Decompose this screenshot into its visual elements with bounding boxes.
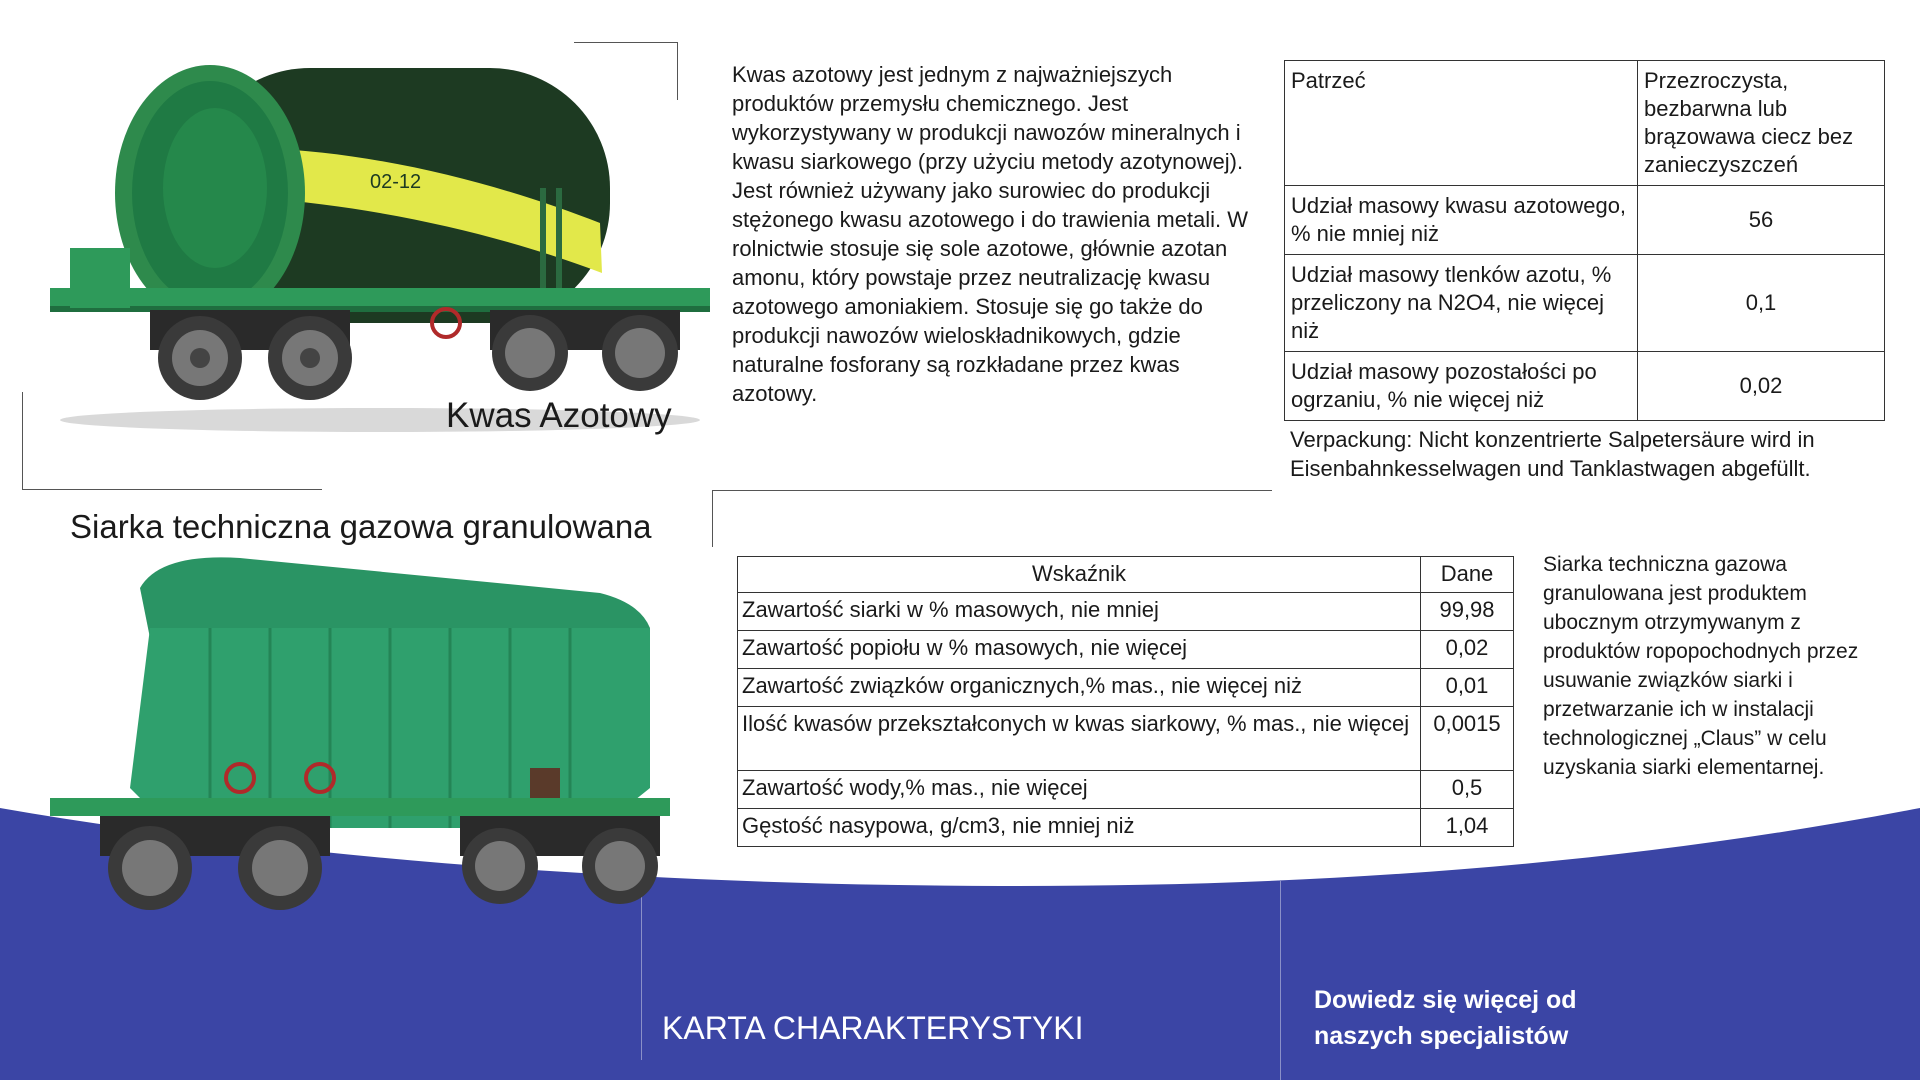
table-row xyxy=(1285,61,1885,186)
product2-description: Siarka techniczna gazowa granulowana jest produktem ubocznym otrzymywanym z produktów ropopochodnych przez usuwanie związków siarki i przetwarzanie ich w instalacji technologicznej „Claus” w celu uzyskania siarki elementarnej. xyxy=(1543,553,1859,779)
table-row xyxy=(738,809,1514,847)
table-row xyxy=(738,707,1514,771)
contact-line-2: naszych specjalistów xyxy=(1314,1022,1569,1050)
param-cell: Udział masowy pozostałości po ogrzaniu, % nie więcej niż xyxy=(1285,352,1638,421)
param-cell: Patrzeć xyxy=(1285,61,1638,186)
param-cell: Zawartość popiołu w % masowych, nie więcej xyxy=(738,631,1421,669)
frame-line xyxy=(1280,880,1281,1080)
table-row xyxy=(738,669,1514,707)
table-row xyxy=(1285,352,1885,421)
frame-line xyxy=(712,490,1272,491)
table-row xyxy=(738,593,1514,631)
product1-title: Kwas Azotowy xyxy=(446,396,672,435)
param-cell: Zawartość wody,% mas., nie więcej xyxy=(738,771,1421,809)
param-cell: Zawartość związków organicznych,% mas., nie więcej niż xyxy=(738,669,1421,707)
frame-line xyxy=(574,42,678,43)
column-header: Wskaźnik xyxy=(738,557,1421,593)
param-cell: Gęstość nasypowa, g/cm3, nie mniej niż xyxy=(738,809,1421,847)
param-cell: Udział masowy tlenków azotu, % przeliczony na N2O4, nie więcej niż xyxy=(1285,255,1638,352)
param-cell: Udział masowy kwasu azotowego, % nie mniej niż xyxy=(1285,186,1638,255)
table-row xyxy=(738,771,1514,809)
frame-line xyxy=(712,490,713,547)
value-cell: 99,98 xyxy=(1421,593,1514,631)
product1-spec-table xyxy=(1284,60,1885,421)
value-cell: 0,1 xyxy=(1638,255,1885,352)
product1-description: Kwas azotowy jest jednym z najważniejszych produktów przemysłu chemicznego. Jest wykorzystywany w produkcji nawozów mineralnych i kwasu siarkowego (przy użyciu metody azotynowej). Jest również używany jako surowiec do produkcji stężonego kwasu azotowego i do trawienia metali. W rolnictwie stosuje się sole azotowe, głównie azotan amonu, który powstaje przez neutralizację kwasu azotowego amoniakiem. Stosuje się go także do produkcji nawozów wieloskładnikowych, gdzie naturalne fosforany są rozkładane przez kwas azotowy. xyxy=(732,62,1249,406)
table-header-row xyxy=(738,557,1514,593)
frame-line xyxy=(22,392,23,490)
value-cell: 0,01 xyxy=(1421,669,1514,707)
packaging-note: Verpackung: Nicht konzentrierte Salpetersäure wird in Eisenbahnkesselwagen und Tanklastwagen abgefüllt. xyxy=(1290,427,1815,481)
param-cell: Zawartość siarki w % masowych, nie mniej xyxy=(738,593,1421,631)
tank-number: 02-12 xyxy=(370,171,422,193)
product2-title: Siarka techniczna gazowa granulowana xyxy=(70,508,652,545)
frame-line xyxy=(22,489,322,490)
value-cell: Przezroczysta, bezbarwna lub brązowawa ciecz bez zanieczyszczeń xyxy=(1638,61,1885,186)
safety-data-sheet-link[interactable]: KARTA CHARAKTERYSTYKI xyxy=(662,1010,1084,1046)
table-row xyxy=(1285,186,1885,255)
value-cell: 0,5 xyxy=(1421,771,1514,809)
value-cell: 0,02 xyxy=(1421,631,1514,669)
contact-line-1: Dowiedz się więcej od xyxy=(1314,986,1577,1014)
table-row xyxy=(1285,255,1885,352)
value-cell: 1,04 xyxy=(1421,809,1514,847)
value-cell: 0,02 xyxy=(1638,352,1885,421)
hopper-wagon-image xyxy=(40,548,690,928)
value-cell: 56 xyxy=(1638,186,1885,255)
value-cell: 0,0015 xyxy=(1421,707,1514,771)
column-header: Dane xyxy=(1421,557,1514,593)
table-row xyxy=(738,631,1514,669)
tank-wagon-image xyxy=(40,48,720,438)
product2-spec-table xyxy=(737,556,1514,847)
param-cell: Ilość kwasów przekształconych w kwas siarkowy, % mas., nie więcej xyxy=(738,707,1421,771)
contact-specialists-link[interactable] xyxy=(1314,982,1577,1054)
